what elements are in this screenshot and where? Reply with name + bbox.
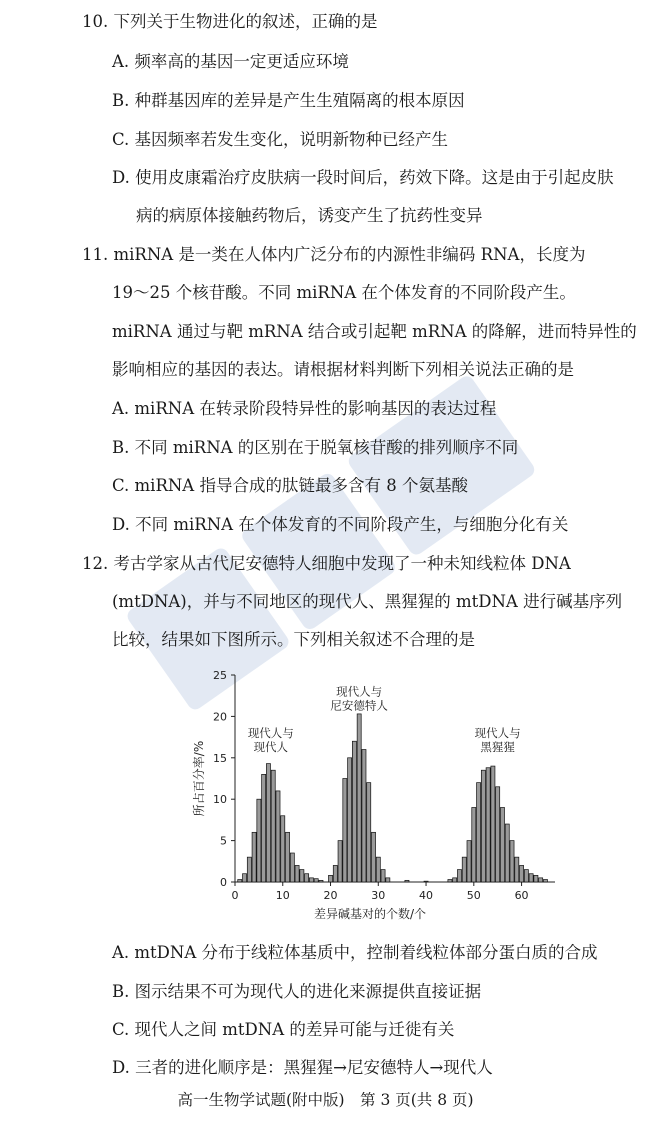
- histogram-bar: [496, 787, 500, 882]
- chart-annotation: 黑猩猩: [480, 740, 515, 755]
- histogram-bar: [529, 874, 533, 882]
- histogram-bar: [281, 816, 285, 882]
- q10-option-d: D. 使用皮康霜治疗皮肤病一段时间后，药效下降。这是由于引起皮肤: [112, 168, 614, 187]
- histogram-bar: [295, 865, 299, 882]
- y-axis-label: 所占百分率/%: [192, 740, 206, 817]
- page-footer: 高一生物学试题(附中版) 第 3 页(共 8 页): [177, 1091, 474, 1109]
- chart-annotation: 现代人与: [474, 726, 521, 741]
- y-tick-label: 0: [220, 876, 227, 889]
- histogram-bar: [424, 881, 428, 882]
- histogram-bar: [371, 832, 375, 882]
- histogram-bar: [252, 832, 256, 882]
- histogram-bar: [328, 875, 332, 882]
- histogram-bar: [238, 880, 242, 882]
- histogram-bar: [453, 878, 457, 882]
- histogram-bar: [333, 865, 337, 882]
- y-tick-label: 5: [220, 834, 227, 848]
- chart-annotation: 现代人与: [336, 684, 383, 699]
- q11-option-a: A. miRNA 在转录阶段特异性的影响基因的表达过程: [112, 399, 497, 418]
- x-axis-label: 差异碱基对的个数/个: [313, 907, 427, 921]
- q11-stem-1: 11. miRNA 是一类在人体内广泛分布的内源性非编码 RNA，长度为: [82, 245, 586, 264]
- histogram-bar: [376, 857, 380, 882]
- histogram-bar: [405, 880, 409, 882]
- chart-annotation: 现代人: [253, 740, 289, 755]
- q10-option-a: A. 频率高的基因一定更适应环境: [112, 52, 349, 71]
- histogram-bar: [386, 878, 390, 882]
- histogram-bar: [338, 841, 342, 882]
- q11-option-c: C. miRNA 指导合成的肽链最多含有 8 个氨基酸: [112, 476, 468, 495]
- histogram-bar: [505, 824, 509, 882]
- histogram-bar: [309, 878, 313, 882]
- histogram-bar: [381, 870, 385, 882]
- q12-option-a: A. mtDNA 分布于线粒体基质中，控制着线粒体部分蛋白质的合成: [112, 943, 598, 962]
- q12-option-d: D. 三者的进化顺序是：黑猩猩→尼安德特人→现代人: [112, 1058, 493, 1077]
- y-tick-label: 25: [213, 669, 227, 682]
- histogram-bar: [539, 878, 543, 882]
- histogram-bar: [357, 714, 361, 882]
- q11-stem-2: 19～25 个核苷酸。不同 miRNA 在个体发育的不同阶段产生。: [112, 283, 576, 302]
- q10-stem: 10. 下列关于生物进化的叙述，正确的是: [82, 12, 378, 31]
- histogram-bar: [515, 857, 519, 882]
- histogram-bar: [467, 841, 471, 882]
- histogram-bar: [266, 764, 270, 882]
- histogram-bar: [448, 880, 452, 882]
- y-tick-label: 15: [213, 751, 227, 765]
- q12-option-c: C. 现代人之间 mtDNA 的差异可能与迁徙有关: [112, 1020, 455, 1039]
- mtdna-difference-chart: [180, 660, 570, 925]
- chart-annotation: 尼安德特人: [330, 698, 388, 713]
- histogram-bar: [534, 875, 538, 882]
- histogram-bar: [462, 857, 466, 882]
- q10-option-c: C. 基因频率若发生变化，说明新物种已经产生: [112, 130, 449, 149]
- histogram-bar: [276, 791, 280, 882]
- histogram-bar: [348, 758, 352, 882]
- q12-stem-1: 12. 考古学家从古代尼安德特人细胞中发现了一种未知线粒体 DNA: [82, 554, 571, 573]
- histogram-bar: [300, 870, 304, 882]
- histogram-bar: [352, 741, 356, 882]
- q10-option-b: B. 种群基因库的差异是产生生殖隔离的根本原因: [112, 91, 465, 110]
- histogram-bar: [305, 874, 309, 882]
- histogram-bar: [457, 870, 461, 882]
- x-tick-label: 30: [371, 889, 386, 902]
- y-tick-label: 10: [213, 793, 227, 807]
- histogram-bar: [319, 880, 323, 882]
- y-tick-label: 20: [213, 710, 227, 724]
- q12-stem-3: 比较，结果如下图所示。下列相关叙述不合理的是: [112, 630, 475, 649]
- histogram-bar: [477, 783, 481, 882]
- x-tick-label: 40: [419, 889, 434, 902]
- q12-stem-2: (mtDNA)，并与不同地区的现代人、黑猩猩的 mtDNA 进行碱基序列: [112, 592, 623, 611]
- x-tick-label: 0: [231, 889, 239, 902]
- histogram-bar: [262, 774, 266, 882]
- histogram-bar: [286, 832, 290, 882]
- q11-option-b: B. 不同 miRNA 的区别在于脱氧核苷酸的排列顺序不同: [112, 438, 519, 457]
- x-tick-label: 20: [323, 889, 338, 902]
- q11-option-d: D. 不同 miRNA 在个体发育的不同阶段产生，与细胞分化有关: [112, 515, 569, 534]
- x-tick-label: 10: [275, 889, 290, 902]
- histogram-bar: [271, 770, 275, 882]
- histogram-bar: [290, 853, 294, 882]
- histogram-bar: [491, 766, 495, 882]
- q11-stem-3: miRNA 通过与靶 mRNA 结合或引起靶 mRNA 的降解，进而特异性的: [112, 322, 637, 341]
- x-tick-label: 60: [514, 889, 529, 902]
- chart-annotation: 现代人与: [247, 726, 294, 741]
- q12-option-b: B. 图示结果不可为现代人的进化来源提供直接证据: [112, 982, 482, 1001]
- histogram-bar: [472, 807, 476, 882]
- q11-stem-4: 影响相应的基因的表达。请根据材料判断下列相关说法正确的是: [112, 360, 574, 379]
- histogram-bar: [314, 879, 318, 882]
- histogram-bar: [243, 874, 247, 882]
- histogram-bar: [500, 807, 504, 882]
- histogram-bar: [481, 770, 485, 882]
- histogram-bar: [524, 870, 528, 882]
- histogram-bar: [257, 799, 261, 882]
- histogram-bar: [247, 857, 251, 882]
- histogram-bar: [343, 779, 347, 883]
- q10-option-d-cont: 病的病原体接触药物后，诱变产生了抗药性变异: [136, 206, 483, 225]
- histogram-bar: [486, 768, 490, 882]
- histogram-bar: [367, 783, 371, 882]
- histogram-bar: [520, 865, 524, 882]
- histogram-bar: [543, 880, 547, 882]
- x-tick-label: 50: [466, 889, 481, 902]
- histogram-bar: [362, 750, 366, 882]
- histogram-bar: [510, 841, 514, 882]
